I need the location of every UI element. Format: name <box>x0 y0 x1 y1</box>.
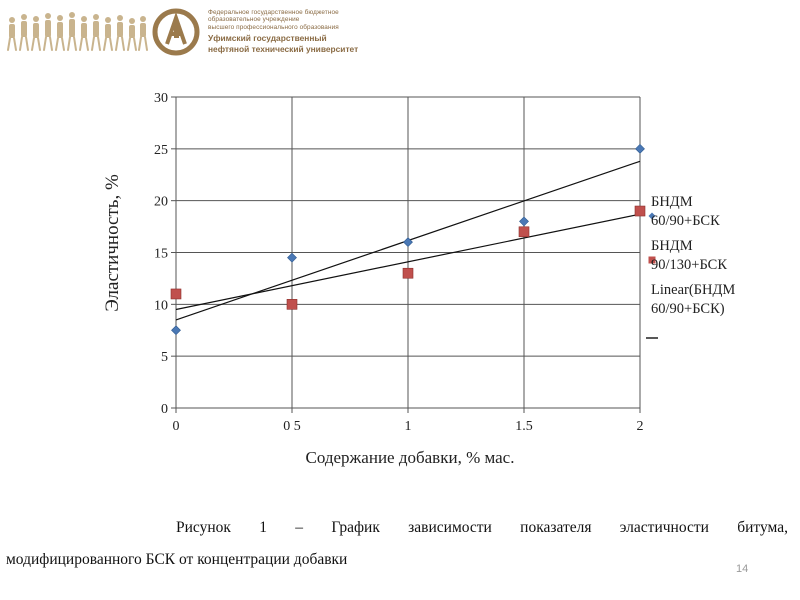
y-axis-label: Эластичность, % <box>102 174 123 312</box>
y-tick-label: 0 <box>161 402 168 417</box>
legend-label: БНДМ <box>651 238 693 254</box>
data-point-square <box>287 299 297 309</box>
legend-label: БНДМ <box>651 194 693 210</box>
chart-legend <box>646 194 735 338</box>
data-point-square <box>171 289 181 299</box>
y-tick-label: 15 <box>154 246 168 262</box>
x-tick-label: 1.5 <box>515 419 533 434</box>
legend-label: 60/90+БСК <box>651 213 720 229</box>
legend-label: 90/130+БСК <box>651 257 728 273</box>
x-tick-label: 0 <box>172 419 180 434</box>
x-tick-label: 1 <box>404 419 412 434</box>
tick-labels <box>154 91 644 434</box>
y-tick-label: 10 <box>154 298 168 314</box>
x-axis-label: Содержание добавки, % мас. <box>305 448 515 467</box>
x-tick-label: 2 <box>636 419 644 434</box>
org-status-line: высшего профессионального образования <box>208 23 339 31</box>
org-status-line: Федеральное государственное бюджетное <box>208 9 339 16</box>
data-point-diamond <box>172 326 181 335</box>
caption-line: Рисунок 1 – График зависимости показателя эластичности битума, <box>176 519 788 536</box>
data-point-diamond <box>520 217 529 226</box>
chart-grid <box>171 97 640 413</box>
data-point-square <box>403 268 413 278</box>
y-tick-label: 5 <box>161 350 168 366</box>
university-name-line: нефтяной технический университет <box>208 43 359 54</box>
y-tick-label: 30 <box>154 91 168 106</box>
legend-label: Linear(БНДМ <box>651 282 736 298</box>
data-point-square <box>635 206 645 216</box>
x-tick-label: 0 5 <box>283 419 301 434</box>
page-number: 14 <box>736 563 749 575</box>
university-name-line: Уфимский государственный <box>208 33 327 44</box>
data-point-square <box>519 227 529 237</box>
data-point-diamond <box>636 144 645 153</box>
figure-caption <box>6 512 788 576</box>
legend-label: 60/90+БСК) <box>651 301 725 317</box>
data-point-diamond <box>288 253 297 262</box>
y-tick-label: 25 <box>154 142 168 158</box>
y-tick-label: 20 <box>154 194 168 210</box>
org-status-line: образовательное учреждение <box>208 16 300 24</box>
caption-line: модифицированного БСК от концентрации добавки <box>6 551 348 568</box>
